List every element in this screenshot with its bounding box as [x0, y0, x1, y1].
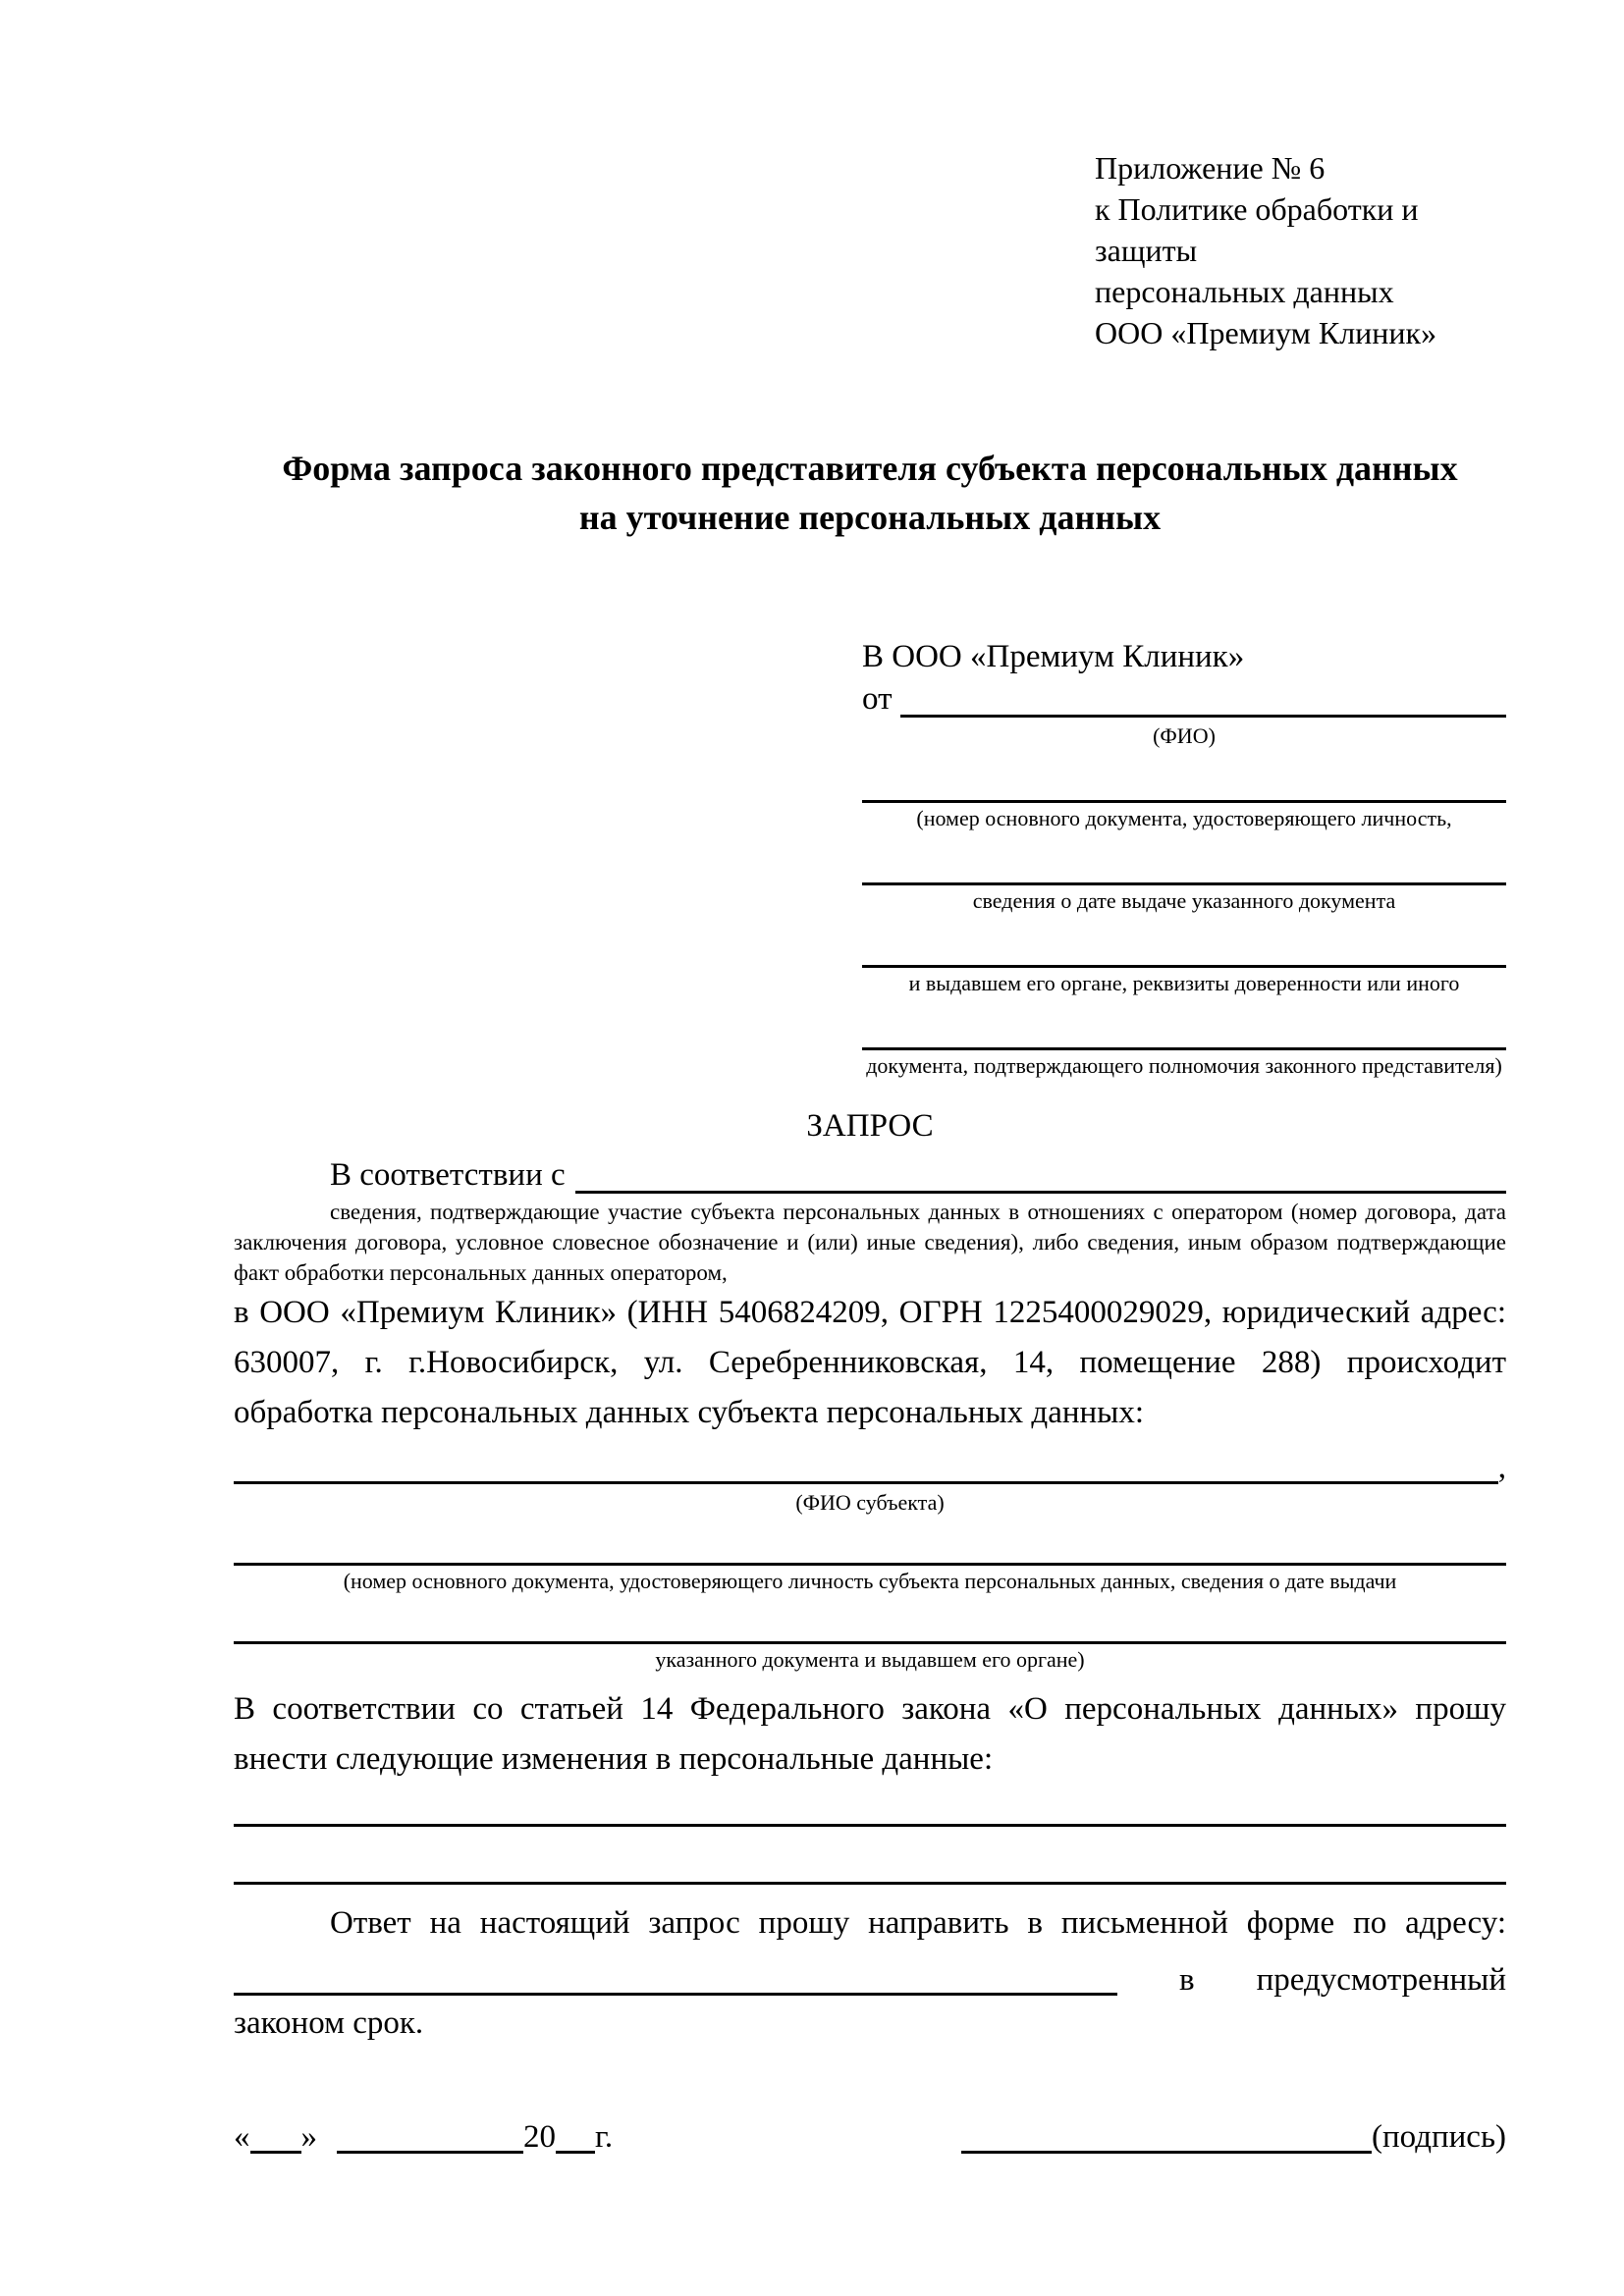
answer-line-1: Ответ на настоящий запрос прошу направить в письменной форме по адресу:	[330, 1905, 1506, 1941]
signature-blank-line	[961, 2117, 1372, 2154]
appendix-line: ООО «Премиум Клиник»	[1095, 315, 1437, 350]
appendix-line: персональных данных	[1095, 274, 1394, 309]
operator-paragraph: в ООО «Премиум Клиник» (ИНН 5406824209, ОГРН 1225400029029, юридический адрес: 630007, г. г.Новосибирск, ул. Серебренниковская, 14, помещение 288) происходит обработка персональных данных субъекта персональных данных:	[234, 1295, 1506, 1430]
subject-doc-caption-1: (номер основного документа, удостоверяющего личность субъекта персональных данных, сведения о дате выдачи	[343, 1569, 1397, 1593]
subject-doc-blank-line-1	[234, 1516, 1506, 1566]
date-month-blank-line	[337, 2117, 523, 2154]
appendix-block	[1095, 147, 1506, 353]
recipient-org-line: В ООО «Премиум Клиник»	[862, 639, 1245, 674]
authority-caption: и выдавшем его органе, реквизиты доверенности или иного	[908, 971, 1460, 995]
subject-fio-comma: ,	[1497, 1450, 1506, 1485]
recipient-block	[862, 636, 1506, 1079]
proxy-doc-blank-line	[862, 996, 1506, 1050]
signature-group	[961, 2117, 1506, 2157]
answer-word-2: предусмотренный	[1256, 1962, 1506, 1998]
address-blank-line	[234, 1953, 1117, 1996]
relation-note: сведения, подтверждающие участие субъекта персональных данных в отношениях с оператором (номер договора, дата заключения договора, условное словесное обозначение и (или) иные сведения), либо сведения, иным образом подтверждающие факт обработки персональных данных оператором,	[234, 1200, 1506, 1285]
date-year-prefix: 20	[523, 2119, 556, 2155]
document-title-line-1: Форма запроса законного представителя субъекта персональных данных	[282, 449, 1458, 488]
answer-word-1: в	[1179, 1962, 1195, 1998]
document-title-line-2: на уточнение персональных данных	[578, 498, 1162, 537]
subject-fio-row	[234, 1446, 1506, 1487]
according-label: В соответствии с	[330, 1157, 566, 1193]
date-day-blank-line	[250, 2117, 301, 2154]
according-blank-line	[575, 1155, 1506, 1194]
authority-blank-line	[862, 914, 1506, 968]
date-year-blank-line	[556, 2117, 595, 2154]
from-label: от	[862, 681, 893, 717]
answer-line-3: законом срок.	[234, 2005, 424, 2041]
date-group	[234, 2117, 613, 2157]
identity-blank-line	[862, 749, 1506, 803]
subject-doc-blank-line-2	[234, 1594, 1506, 1644]
according-row	[234, 1153, 1506, 1197]
changes-blank-line-1	[234, 1785, 1506, 1827]
appendix-line: Приложение № 6	[1095, 150, 1326, 186]
appendix-line: к Политике обработки и защиты	[1095, 191, 1419, 268]
law-paragraph: В соответствии со статьей 14 Федерального закона «О персональных данных» прошу внести следующие изменения в персональные данные:	[234, 1691, 1506, 1777]
fio-caption: (ФИО)	[1153, 723, 1216, 748]
subject-fio-caption: (ФИО субъекта)	[795, 1490, 945, 1515]
from-row	[862, 677, 1506, 721]
document-title	[234, 444, 1506, 542]
date-quote-open: «	[234, 2119, 250, 2155]
from-blank-line	[900, 679, 1507, 718]
changes-blank-line-2	[234, 1827, 1506, 1885]
date-year-suffix: г.	[595, 2119, 614, 2155]
answer-line-2	[234, 1949, 1506, 1999]
signature-caption: (подпись)	[1372, 2119, 1506, 2155]
request-heading: ЗАПРОС	[806, 1108, 934, 1144]
issue-date-caption: сведения о дате выдаче указанного документа	[972, 888, 1396, 913]
footer-row	[234, 2117, 1506, 2157]
proxy-doc-caption: документа, подтверждающего полномочия законного представителя)	[866, 1053, 1502, 1078]
identity-caption: (номер основного документа, удостоверяющего личность,	[916, 806, 1452, 830]
subject-fio-blank-line	[234, 1446, 1498, 1484]
subject-doc-caption-2: указанного документа и выдавшем его органе)	[655, 1647, 1085, 1672]
issue-date-blank-line	[862, 831, 1506, 885]
date-quote-close: »	[300, 2119, 317, 2155]
